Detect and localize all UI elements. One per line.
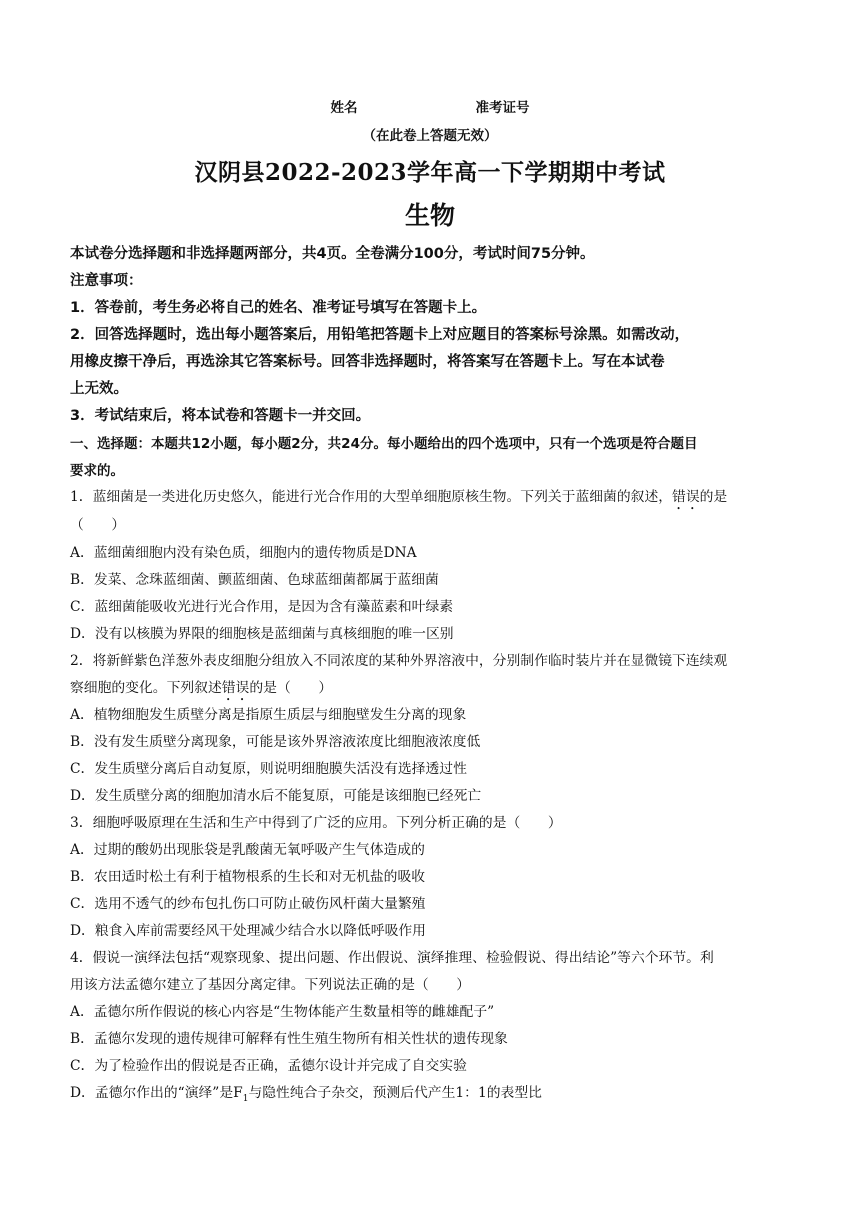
question-4-stem-line-1: 4．假说一演绎法包括“观察现象、提出问题、作出假说、演绎推理、检验假说、得出结论”等六个环节。利 [70,950,714,966]
q2-stem-post: 的是（ ） [249,680,333,696]
name-label: 姓名 [330,100,358,116]
q1-option-b: B．发菜、念珠蓝细菌、颤蓝细菌、色球蓝细菌都属于蓝细菌 [70,572,439,588]
question-1-stem [70,485,800,513]
subject-title: 生物 [404,201,455,230]
notice-1: 1．答卷前，考生务必将自己的姓名、准考证号填写在答题卡上。 [70,300,487,316]
q4-d-pre: D．孟德尔作出的“演绎”是F [70,1085,243,1101]
q4-option-a: A．孟德尔所作假说的核心内容是“生物体能产生数量相等的雌雄配子” [70,1004,495,1020]
exam-id-label: 准考证号 [475,100,530,116]
section-heading-line-1: 一、选择题：本题共12小题，每小题2分，共24分。每小题给出的四个选项中，只有一个选项是符合题目 [70,436,698,452]
q2-option-d: D．发生质壁分离的细胞加清水后不能复原，可能是该细胞已经死亡 [70,788,482,804]
q2-option-a: A．植物细胞发生质壁分离是指原生质层与细胞壁发生分离的现象 [70,707,467,723]
q3-option-c: C．选用不透气的纱布包扎伤口可防止破伤风杆菌大量繁殖 [70,896,426,912]
q2-emphasis: 错误 [221,680,250,696]
q3-option-a: A．过期的酸奶出现胀袋是乳酸菌无氧呼吸产生气体造成的 [70,842,425,858]
notice-2-line-1: 2．回答选择题时，选出每小题答案后，用铅笔把答题卡上对应题目的答案标号涂黑。如需改动， [70,327,690,343]
q1-emphasis: 错误 [672,489,700,505]
q3-option-d: D．粮食入库前需要经风干处理减少结合水以降低呼吸作用 [70,923,426,939]
q1-option-c: C．蓝细菌能吸收光进行光合作用，是因为含有藻蓝素和叶绿素 [70,599,454,615]
q1-option-d: D．没有以核膜为界限的细胞核是蓝细菌与真核细胞的唯一区别 [70,626,454,642]
q4-option-b: B．孟德尔发现的遗传规律可解释有性生殖生物所有相关性状的遗传现象 [70,1031,508,1047]
candidate-info-row [0,96,860,116]
section-heading-line-2: 要求的。 [70,463,124,479]
exam-title: 汉阴县2022-2023学年高一下学期期中考试 [194,159,666,186]
q1-paren: （ ） [70,517,126,533]
notice-title: 注意事项： [70,273,143,289]
exam-summary: 本试卷分选择题和非选择题两部分，共4页。全卷满分100分，考试时间75分钟。 [70,246,595,262]
question-2-stem-line-1: 2．将新鲜紫色洋葱外表皮细胞分组放入不同浓度的某种外界溶液中，分别制作临时装片并在显微镜下连续观 [70,653,728,669]
q2-stem-pre: 察细胞的变化。下列叙述 [70,680,222,696]
question-4-stem-line-2: 用该方法孟德尔建立了基因分离定律。下列说法正确的是（ ） [70,977,471,993]
q4-d-post: 与隐性纯合子杂交，预测后代产生1：1的表型比 [248,1085,542,1101]
q1-option-a: A．蓝细菌细胞内没有染色质，细胞内的遗传物质是DNA [70,545,417,561]
invalid-note: （在此卷上答题无效） [362,128,498,144]
q4-option-d [70,1081,800,1104]
q1-stem-post: 的是 [699,489,728,505]
q2-option-b: B．没有发生质壁分离现象，可能是该外界溶液浓度比细胞液浓度低 [70,734,481,750]
notice-3: 3．考试结束后，将本试卷和答题卡一并交回。 [70,408,371,424]
notice-2-line-2: 用橡皮擦干净后，再选涂其它答案标号。回答非选择题时，将答案写在答题卡上。写在本试卷 [70,354,665,370]
q4-d-subscript: 1 [242,1093,249,1104]
q4-option-c: C．为了检验作出的假说是否正确，孟德尔设计并完成了自交实验 [70,1058,467,1074]
notice-2-line-3: 上无效。 [70,381,128,397]
q3-option-b: B．农田适时松土有利于植物根系的生长和对无机盐的吸收 [70,869,426,885]
question-3-stem: 3．细胞呼吸原理在生活和生产中得到了广泛的应用。下列分析正确的是（ ） [70,815,562,831]
question-2-stem-line-2 [70,676,800,704]
q2-option-c: C．发生质壁分离后自动复原，则说明细胞膜失活没有选择透过性 [70,761,467,777]
q1-stem-pre: 1．蓝细菌是一类进化历史悠久，能进行光合作用的大型单细胞原核生物。下列关于蓝细菌的叙述， [70,489,673,505]
